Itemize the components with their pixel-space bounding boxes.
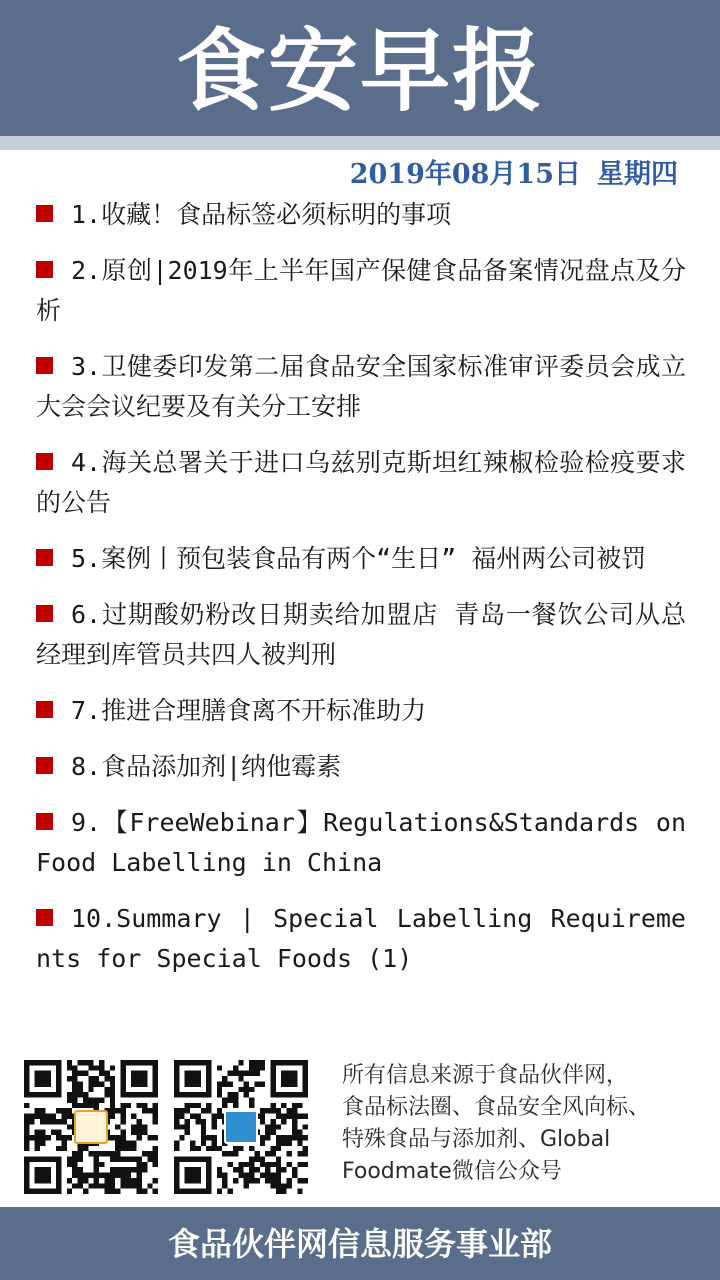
news-item[interactable] xyxy=(36,347,686,427)
bullet-icon xyxy=(36,549,53,566)
news-item[interactable] xyxy=(36,747,686,787)
news-item-text: 9.【FreeWebinar】Regulations&Standards on Food Labelling in China xyxy=(36,808,686,877)
footer-text: 食品伙伴网信息服务事业部 xyxy=(167,1225,552,1263)
news-item[interactable] xyxy=(36,539,686,579)
header-divider xyxy=(0,136,720,150)
bullet-icon xyxy=(36,453,53,470)
news-item-text: 2.原创|2019年上半年国产保健食品备案情况盘点及分析 xyxy=(36,256,686,325)
news-item-text: 10.Summary | Special Labelling Requirements for Special Foods (1) xyxy=(36,904,686,973)
news-item[interactable] xyxy=(36,195,686,235)
date-line xyxy=(350,157,678,193)
bullet-icon xyxy=(36,205,53,222)
news-item-text: 5.案例丨预包装食品有两个“生日” 福州两公司被罚 xyxy=(71,544,647,573)
date-text: 2019年08月15日 xyxy=(349,159,581,190)
source-note: 所有信息来源于食品伙伴网， 食品标法圈、食品安全风向标、 特殊食品与添加剂、Global Foodmate微信公众号 xyxy=(342,1063,651,1184)
bullet-icon xyxy=(36,701,53,718)
bullet-icon xyxy=(36,813,53,830)
news-item-text: 8.食品添加剂|纳他霉素 xyxy=(71,752,342,781)
news-item[interactable] xyxy=(36,443,686,523)
qr-code-1[interactable] xyxy=(24,1060,158,1194)
news-item[interactable] xyxy=(36,691,686,731)
news-item[interactable] xyxy=(36,803,686,883)
news-item-text: 4.海关总署关于进口乌兹别克斯坦红辣椒检验检疫要求的公告 xyxy=(36,448,686,517)
news-item[interactable] xyxy=(36,251,686,331)
bullet-icon xyxy=(36,605,53,622)
qr-logo-icon xyxy=(224,1110,258,1144)
news-item-text: 6.过期酸奶粉改日期卖给加盟店 青岛一餐饮公司从总经理到库管员共四人被判刑 xyxy=(36,600,686,669)
footer-banner xyxy=(0,1207,720,1280)
page-title: 食安早报 xyxy=(176,19,544,124)
news-item-text: 7.推进合理膳食离不开标准助力 xyxy=(71,696,427,725)
weekday-text: 星期四 xyxy=(597,159,678,190)
bullet-icon xyxy=(36,261,53,278)
bullet-icon xyxy=(36,757,53,774)
bullet-icon xyxy=(36,909,53,926)
news-item[interactable] xyxy=(36,899,686,979)
news-item-text: 3.卫健委印发第二届食品安全国家标准审评委员会成立大会会议纪要及有关分工安排 xyxy=(36,352,686,421)
qr-code-2[interactable] xyxy=(174,1060,308,1194)
qr-logo-icon xyxy=(74,1110,108,1144)
bullet-icon xyxy=(36,357,53,374)
header-banner xyxy=(0,0,720,136)
news-item-text: 1.收藏！食品标签必须标明的事项 xyxy=(71,200,452,229)
news-list xyxy=(36,195,686,995)
news-item[interactable] xyxy=(36,595,686,675)
